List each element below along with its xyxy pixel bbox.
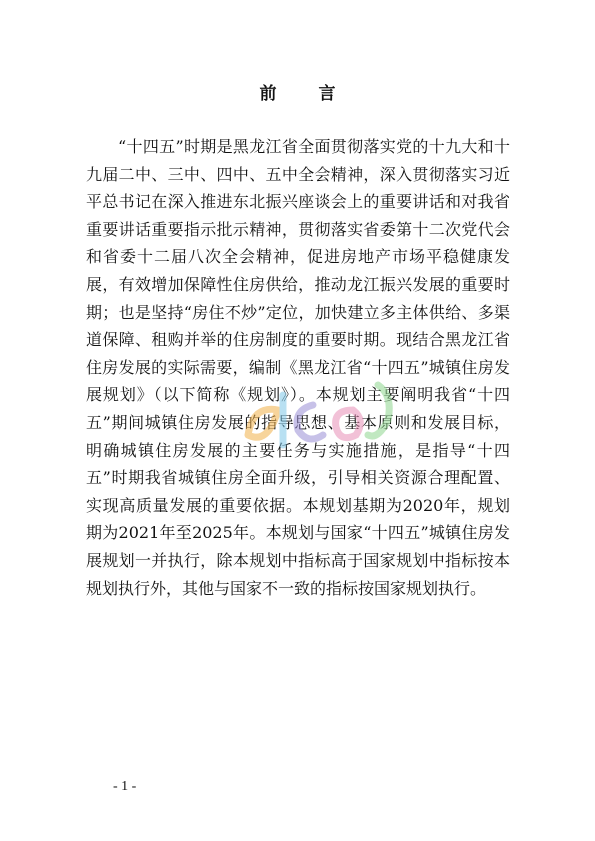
page-number: - 1 - <box>113 779 137 794</box>
body-paragraph: “十四五”时期是黑龙江省全面贯彻落实党的十九大和十九届二中、三中、四中、五中全会精神，深入贯彻落实习近平总书记在深入推进东北振兴座谈会上的重要讲话和对我省重要讲话重要指示批示精神，贯彻落实省委第十二次党代会和省委十二届八次全会精神，促进房地产市场平稳健康发展，有效增加保障性住房供给，推动龙江振兴发展的重要时期；也是坚持“房住不炒”定位，加快建立多主体供给、多渠道保障、租购并举的住房制度的重要时期。现结合黑龙江省住房发展的实际需要，编制《黑龙江省“十四五”城镇住房发展规划》（以下简称《规划》）。本规划主要阐明我省“十四五”期间城镇住房发展的指导思想、基本原则和发展目标，明确城镇住房发展的主要任务与实施措施，是指导“十四五”时期我省城镇住房全面升级，引导相关资源合理配置、实现高质量发展的重要依据。本规划基期为2020年，规划期为2021年至2025年。本规划与国家“十四五”城镇住房发展规划一并执行，除本规划中指标高于国家规划中指标按本规划执行外，其他与国家不一致的指标按国家规划执行。 <box>86 137 510 598</box>
page-title: 前 言 <box>259 84 354 104</box>
